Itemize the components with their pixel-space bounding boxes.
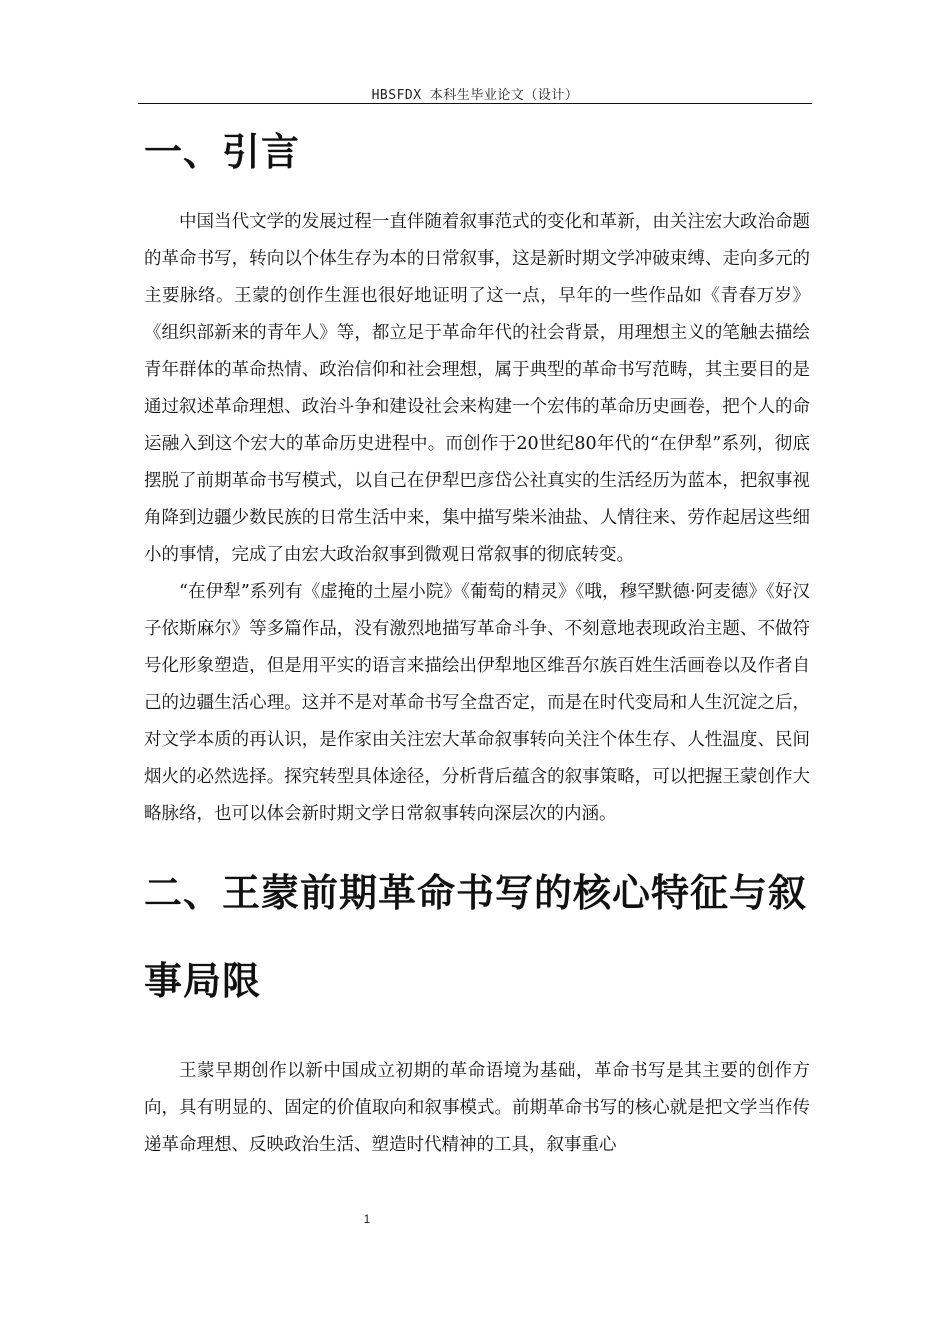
running-header: HBSFDX 本科生毕业论文（设计） bbox=[371, 88, 579, 103]
paragraph: 王蒙早期创作以新中国成立初期的革命语境为基础，革命书写是其主要的创作方向，具有明显的、固定的价值取向和叙事模式。前期革命书写的核心就是把文学当作传递革命理想、反映政治生活、塑造时代精神的工具，叙事重心 bbox=[144, 1061, 810, 1155]
paragraph: “在伊犁”系列有《虚掩的土屋小院》《葡萄的精灵》《哦，穆罕默德·阿麦德》《好汉子依斯麻尔》等多篇作品，没有激烈地描写革命斗争、不刻意地表现政治主题、不做符号化形象塑造，但是用平实的语言来描绘出伊犁地区维吾尔族百姓生活画卷以及作者自己的边疆生活心理。这并不是对革命书写全盘否定，而是在时代变局和人生沉淀之后，对文学本质的再认识，是作家由关注宏大革命叙事转向关注个体生存、人性温度、民间烟火的必然选择。探究转型具体途径，分析背后蕴含的叙事策略，可以把握王蒙创作大略脉络，也可以体会新时期文学日常叙事转向深层次的内涵。 bbox=[144, 582, 810, 824]
header-divider bbox=[138, 103, 812, 104]
section-heading-introduction: 一、引言 bbox=[144, 130, 301, 174]
section-heading-early-revolutionary-writing: 二、王蒙前期革命书写的核心特征与叙事局限 bbox=[144, 871, 808, 1003]
page-number: 1 bbox=[363, 1212, 371, 1226]
page-content bbox=[144, 108, 810, 1164]
paragraph: 中国当代文学的发展过程一直伴随着叙事范式的变化和革新，由关注宏大政治命题的革命书写，转向以个体生存为本的日常叙事，这是新时期文学冲破束缚、走向多元的主要脉络。王蒙的创作生涯也很好地证明了这一点，早年的一些作品如《青春万岁》《组织部新来的青年人》等，都立足于革命年代的社会背景，用理想主义的笔触去描绘青年群体的革命热情、政治信仰和社会理想，属于典型的革命书写范畴，其主要目的是通过叙述革命理想、政治斗争和建设社会来构建一个宏伟的革命历史画卷，把个人的命运融入到这个宏大的革命历史进程中。而创作于20世纪80年代的“在伊犁”系列，彻底摆脱了前期革命书写模式，以自己在伊犁巴彦岱公社真实的生活经历为蓝本，把叙事视角降到边疆少数民族的日常生活中来，集中描写柴米油盐、人情往来、劳作起居这些细小的事情，完成了由宏大政治叙事到微观日常叙事的彻底转变。 bbox=[144, 212, 810, 565]
